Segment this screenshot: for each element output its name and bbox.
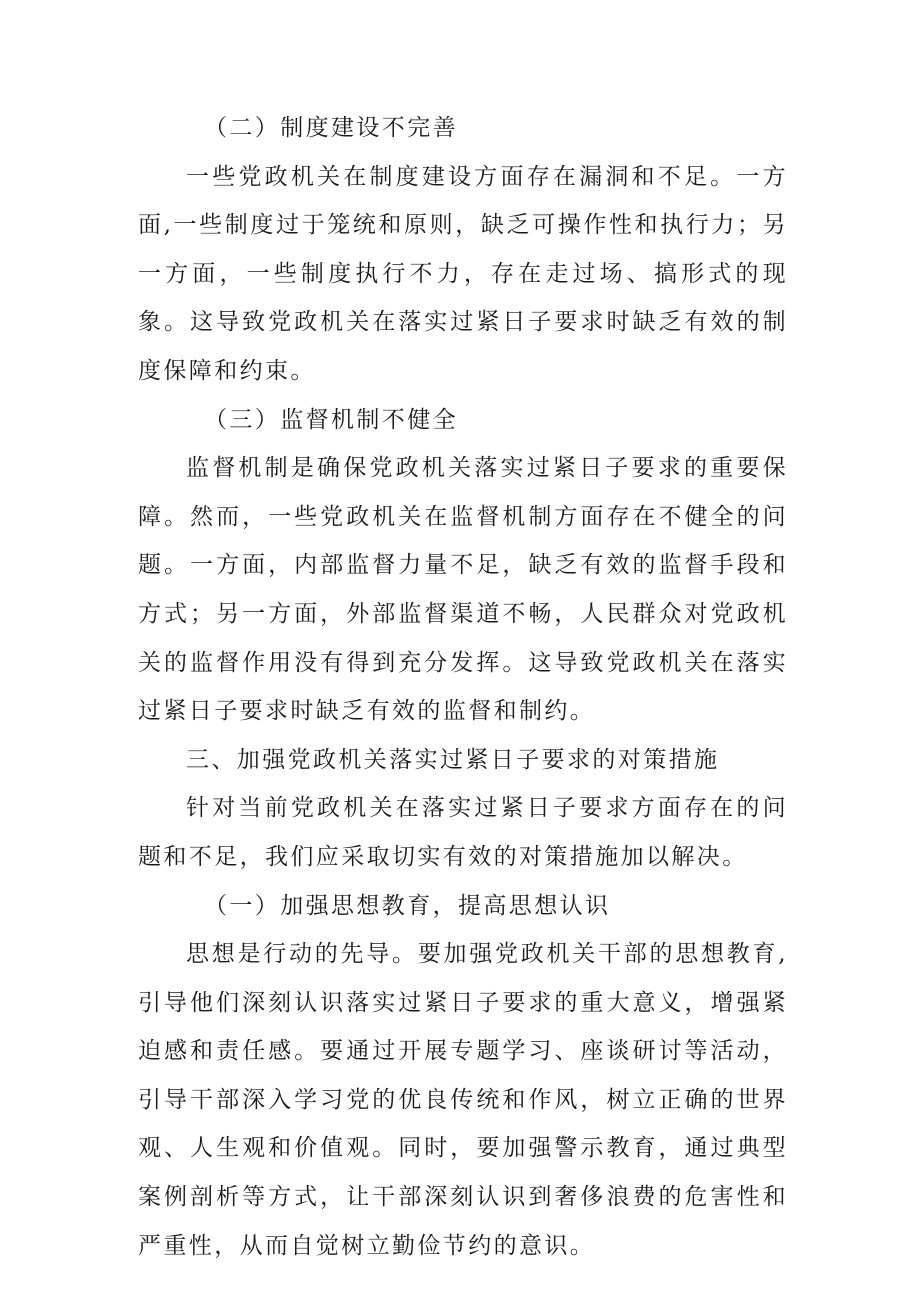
- document-body: [138, 104, 788, 1270]
- paragraph-countermeasures-intro: 针对当前党政机关在落实过紧日子要求方面存在的问题和不足，我们应采取切实有效的对策措施加以解决。: [138, 795, 788, 870]
- subheading-ideological-education: （一）加强思想教育，提高思想认识: [204, 892, 611, 919]
- subheading-institution-building: （二）制度建设不完善: [204, 115, 458, 141]
- subheading-supervision-mechanism: （三）监督机制不健全: [204, 406, 458, 433]
- paragraph-institution-building: 一些党政机关在制度建设方面存在漏洞和不足。一方面,一些制度过于笼统和原则，缺乏可操作性和执行力；另一方面，一些制度执行不力，存在走过场、搞形式的现象。这导致党政机关在落实过紧日子要求时缺乏有效的制度保障和约束。: [138, 163, 788, 384]
- section-heading-countermeasures: 三、加强党政机关落实过紧日子要求的对策措施: [186, 746, 720, 773]
- paragraph-ideological-education: 思想是行动的先导。要加强党政机关干部的思想教育,引导他们深刻认识落实过紧日子要求的重大意义，增强紧迫感和责任感。要通过开展专题学习、座谈研讨等活动，引导干部深入学习党的优良传统和作风，树立正确的世界观、人生观和价值观。同时，要加强警示教育，通过典型案例剖析等方式，让干部深刻认识到奢侈浪费的危害性和严重性，从而自觉树立勤俭节约的意识。: [138, 941, 788, 1259]
- paragraph-supervision-mechanism: 监督机制是确保党政机关落实过紧日子要求的重要保障。然而，一些党政机关在监督机制方面存在不健全的问题。一方面，内部监督力量不足，缺乏有效的监督手段和方式；另一方面，外部监督渠道不畅，人民群众对党政机关的监督作用没有得到充分发挥。这导致党政机关在落实过紧日子要求时缺乏有效的监督和制约。: [138, 455, 788, 725]
